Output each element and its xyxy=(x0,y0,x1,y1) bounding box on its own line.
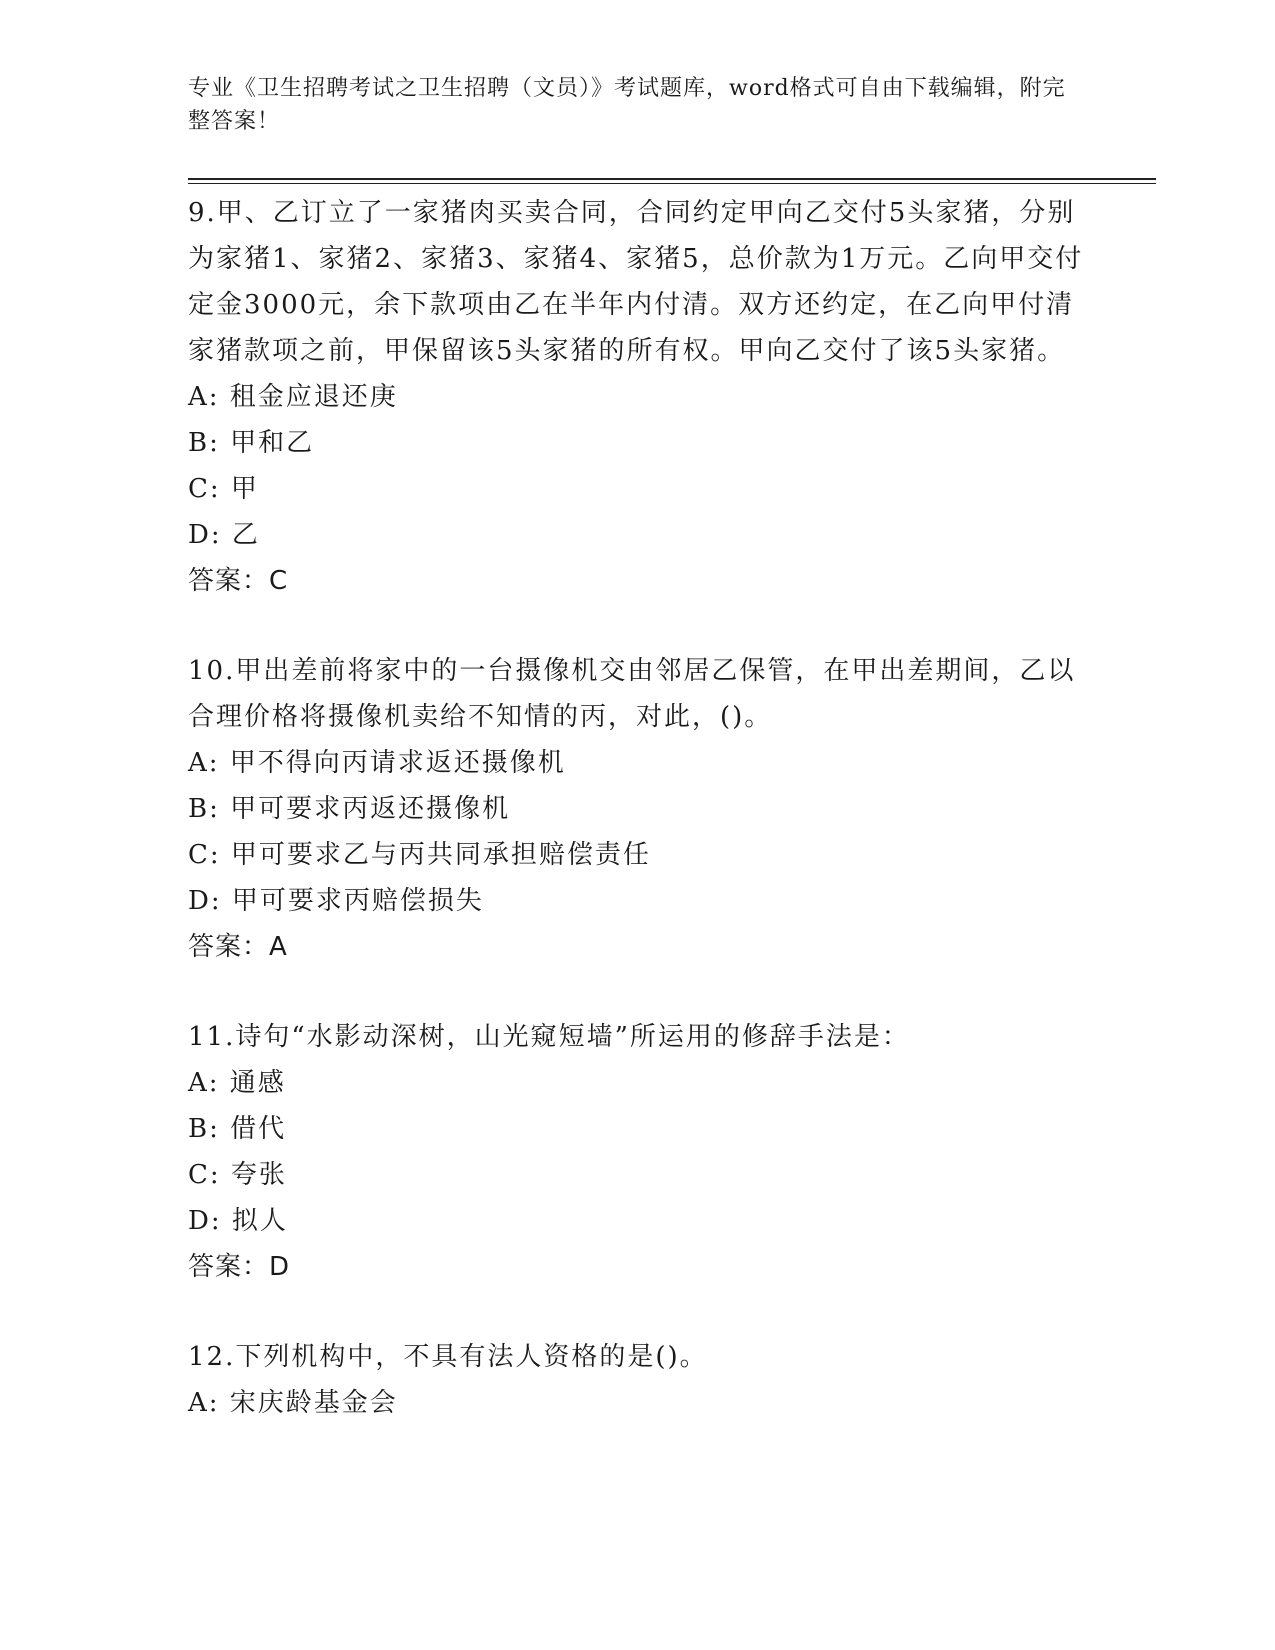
document-header: 专业《卫生招聘考试之卫生招聘（文员）》考试题库，word格式可自由下载编辑，附完整答案！ xyxy=(188,76,1066,134)
question-stem: 12.下列机构中，不具有法人资格的是()。 xyxy=(188,1342,708,1372)
option-c: C: 甲可要求乙与丙共同承担赔偿责任 xyxy=(188,840,651,870)
option-d: D: 拟人 xyxy=(188,1206,288,1236)
option-d: D: 甲可要求丙赔偿损失 xyxy=(188,886,484,916)
option-b: B: 借代 xyxy=(188,1114,287,1144)
answer-line: 答案：C xyxy=(188,566,289,596)
question-9 xyxy=(188,190,1088,604)
option-c: C: 甲 xyxy=(188,474,259,504)
question-list xyxy=(188,190,1088,1470)
header-rule-bottom xyxy=(188,183,1156,184)
option-a: A: 甲不得向丙请求返还摄像机 xyxy=(188,748,566,778)
option-b: B: 甲和乙 xyxy=(188,428,315,458)
question-stem: 10.甲出差前将家中的一台摄像机交由邻居乙保管，在甲出差期间，乙以合理价格将摄像机卖给不知情的丙，对此，()。 xyxy=(188,656,1076,732)
answer-line: 答案：D xyxy=(188,1252,291,1282)
option-b: B: 甲可要求丙返还摄像机 xyxy=(188,794,511,824)
question-12 xyxy=(188,1334,1088,1426)
question-stem: 9.甲、乙订立了一家猪肉买卖合同，合同约定甲向乙交付5头家猪，分别为家猪1、家猪2、家猪3、家猪4、家猪5，总价款为1万元。乙向甲交付定金3000元，余下款项由乙在半年内付清。双方还约定，在乙向甲付清家猪款项之前，甲保留该5头家猪的所有权。甲向乙交付了该5头家猪。 xyxy=(188,198,1084,366)
option-a: A: 租金应退还庚 xyxy=(188,382,398,412)
option-a: A: 宋庆龄基金会 xyxy=(188,1388,398,1418)
header-rule-top xyxy=(188,178,1156,180)
question-10 xyxy=(188,648,1088,970)
option-d: D: 乙 xyxy=(188,520,260,550)
answer-line: 答案：A xyxy=(188,932,288,962)
option-a: A: 通感 xyxy=(188,1068,286,1098)
question-stem: 11.诗句“水影动深树，山光窥短墙”所运用的修辞手法是： xyxy=(188,1022,910,1052)
question-11 xyxy=(188,1014,1088,1290)
option-c: C: 夸张 xyxy=(188,1160,287,1190)
